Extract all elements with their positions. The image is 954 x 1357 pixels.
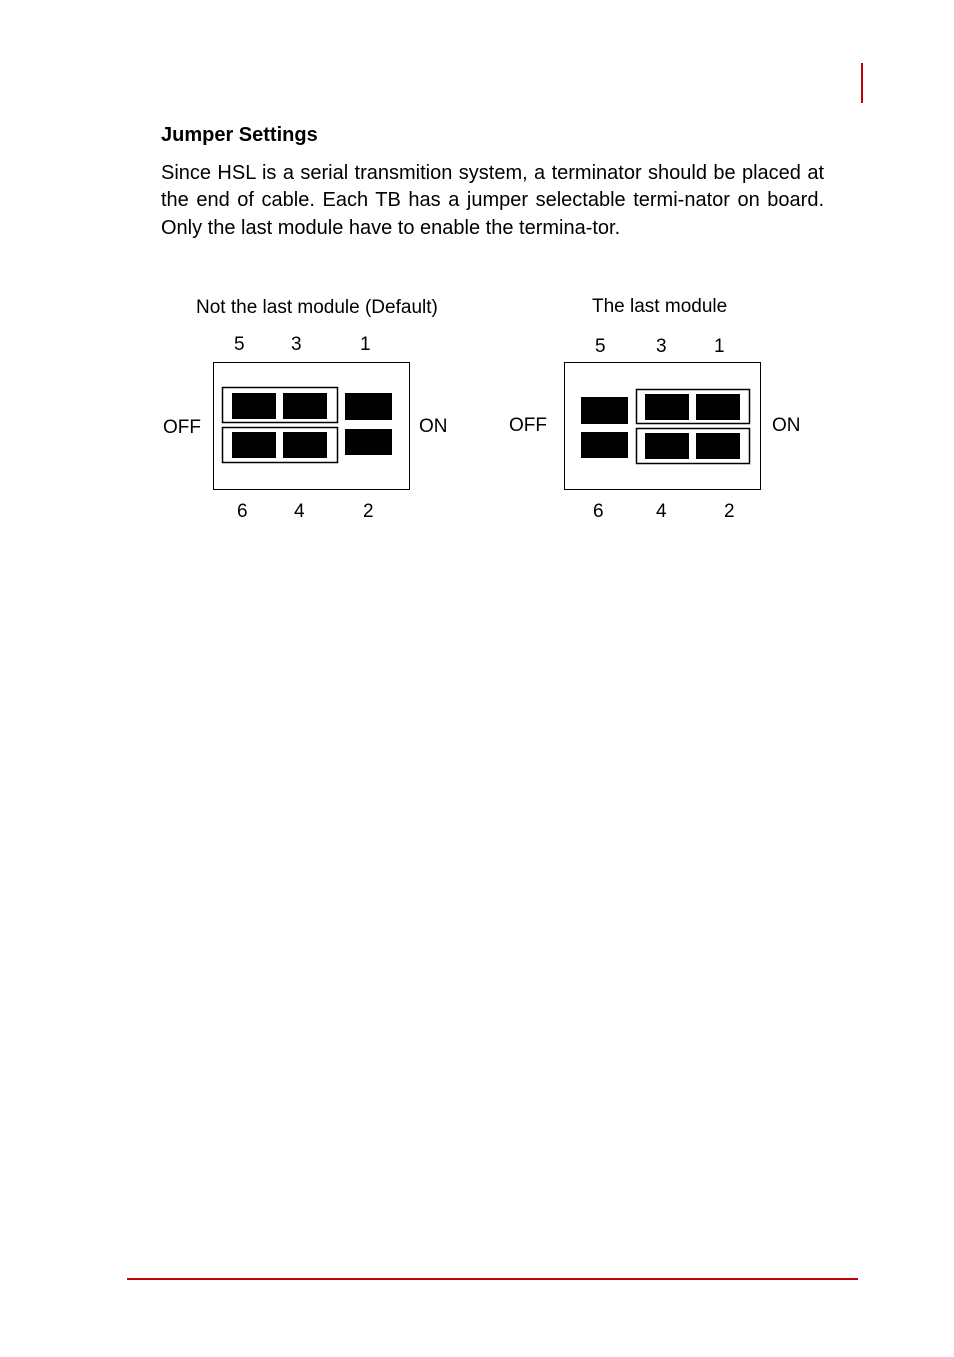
pin-label-5: 5 <box>234 334 245 355</box>
jumper-cap <box>637 390 750 424</box>
jumper-cap <box>223 428 338 463</box>
pin-1 <box>345 393 392 420</box>
jumper-cap <box>637 429 750 464</box>
pin-4 <box>283 432 327 458</box>
pin-5 <box>232 393 276 419</box>
section-title: Jumper Settings <box>161 124 318 146</box>
pin-label-2: 2 <box>363 501 374 522</box>
pin-label-4: 4 <box>294 501 305 522</box>
jumper-cap <box>223 388 338 423</box>
body-paragraph: Since HSL is a serial transmition system, a terminator should be placed at the end of cable. Each TB has a jumper selectable termi-nator on board. Only the last module have to enable the termina-tor. <box>161 162 824 239</box>
header-accent-bar <box>861 63 863 103</box>
pin-label-3: 3 <box>291 334 302 355</box>
on-label: ON <box>419 416 448 437</box>
pin-1 <box>696 394 740 420</box>
pin-label-1: 1 <box>714 336 725 357</box>
on-label: ON <box>772 415 801 436</box>
pin-6 <box>232 432 276 458</box>
jumper-diagram-default <box>163 297 448 522</box>
diagram-caption: Not the last module (Default) <box>196 297 438 318</box>
jumper-block-outline <box>214 363 410 490</box>
diagram-caption: The last module <box>592 296 728 317</box>
pin-label-1: 1 <box>360 334 371 355</box>
jumper-block-outline <box>565 363 761 490</box>
pin-2 <box>696 433 740 459</box>
jumper-diagram-last-module <box>509 296 801 522</box>
footer-rule <box>127 1278 858 1280</box>
pin-3 <box>645 394 689 420</box>
off-label: OFF <box>509 415 547 436</box>
pin-5 <box>581 397 628 424</box>
pin-label-5: 5 <box>595 336 606 357</box>
pin-label-4: 4 <box>656 501 667 522</box>
pin-label-2: 2 <box>724 501 735 522</box>
pin-6 <box>581 432 628 458</box>
pin-label-3: 3 <box>656 336 667 357</box>
pin-3 <box>283 393 327 419</box>
pin-2 <box>345 429 392 455</box>
pin-label-6: 6 <box>237 501 248 522</box>
pin-label-6: 6 <box>593 501 604 522</box>
pin-4 <box>645 433 689 459</box>
off-label: OFF <box>163 417 201 438</box>
